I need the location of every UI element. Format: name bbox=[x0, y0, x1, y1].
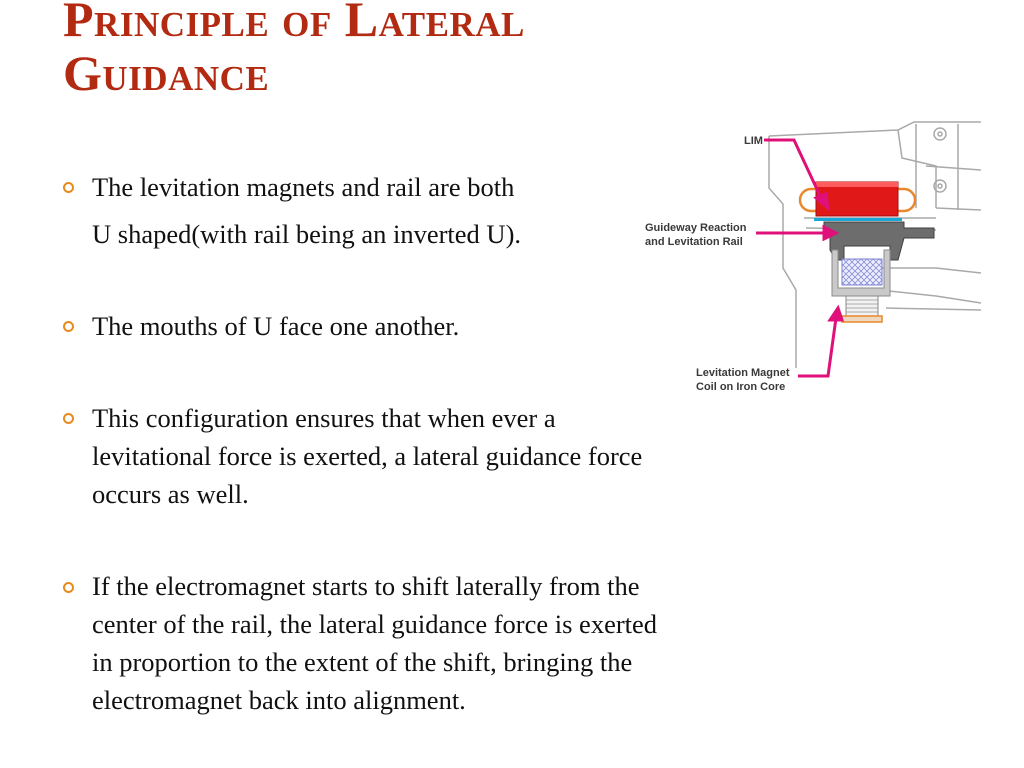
bullet-2-line-1: The mouths of U face one another. bbox=[92, 311, 460, 341]
reaction-plate bbox=[814, 218, 902, 221]
label-magnet-line-1: Levitation Magnet bbox=[696, 367, 790, 379]
label-magnet-line-2: Coil on Iron Core bbox=[696, 381, 786, 393]
bullet-4-line-1: If the electromagnet starts to shift laterally from the bbox=[92, 571, 640, 601]
bullet-marker-icon bbox=[63, 321, 74, 332]
slide-title-line-2: Guidance bbox=[63, 45, 270, 101]
bullet-3-line-1: This configuration ensures that when ever a bbox=[92, 403, 556, 433]
levitation-rail bbox=[824, 222, 934, 264]
levitation-magnet bbox=[832, 250, 890, 322]
label-lim: LIM bbox=[744, 135, 763, 147]
bullet-marker-icon bbox=[63, 413, 74, 424]
bullet-marker-icon bbox=[63, 182, 74, 193]
slide-title-line-1: Principle of Lateral bbox=[63, 0, 525, 47]
maglev-cross-section-diagram bbox=[636, 118, 982, 400]
label-guideway-line-1: Guideway Reaction bbox=[645, 222, 747, 234]
diagram-svg bbox=[636, 118, 982, 400]
bullet-3-line-2: levitational force is exerted, a lateral guidance force bbox=[92, 441, 643, 471]
bullet-4-line-4: electromagnet back into alignment. bbox=[92, 685, 466, 715]
bullet-4-line-3: in proportion to the extent of the shift, bringing the bbox=[92, 647, 633, 677]
bullet-marker-icon bbox=[63, 582, 74, 593]
label-guideway-line-2: and Levitation Rail bbox=[645, 236, 743, 248]
bullet-1-line-2: U shaped(with rail being an inverted U). bbox=[92, 219, 522, 249]
bullet-3-line-3: occurs as well. bbox=[92, 479, 249, 509]
bullet-4-line-2: center of the rail, the lateral guidance force is exerted bbox=[92, 609, 658, 639]
bullet-1-line-1: The levitation magnets and rail are both bbox=[92, 172, 515, 202]
